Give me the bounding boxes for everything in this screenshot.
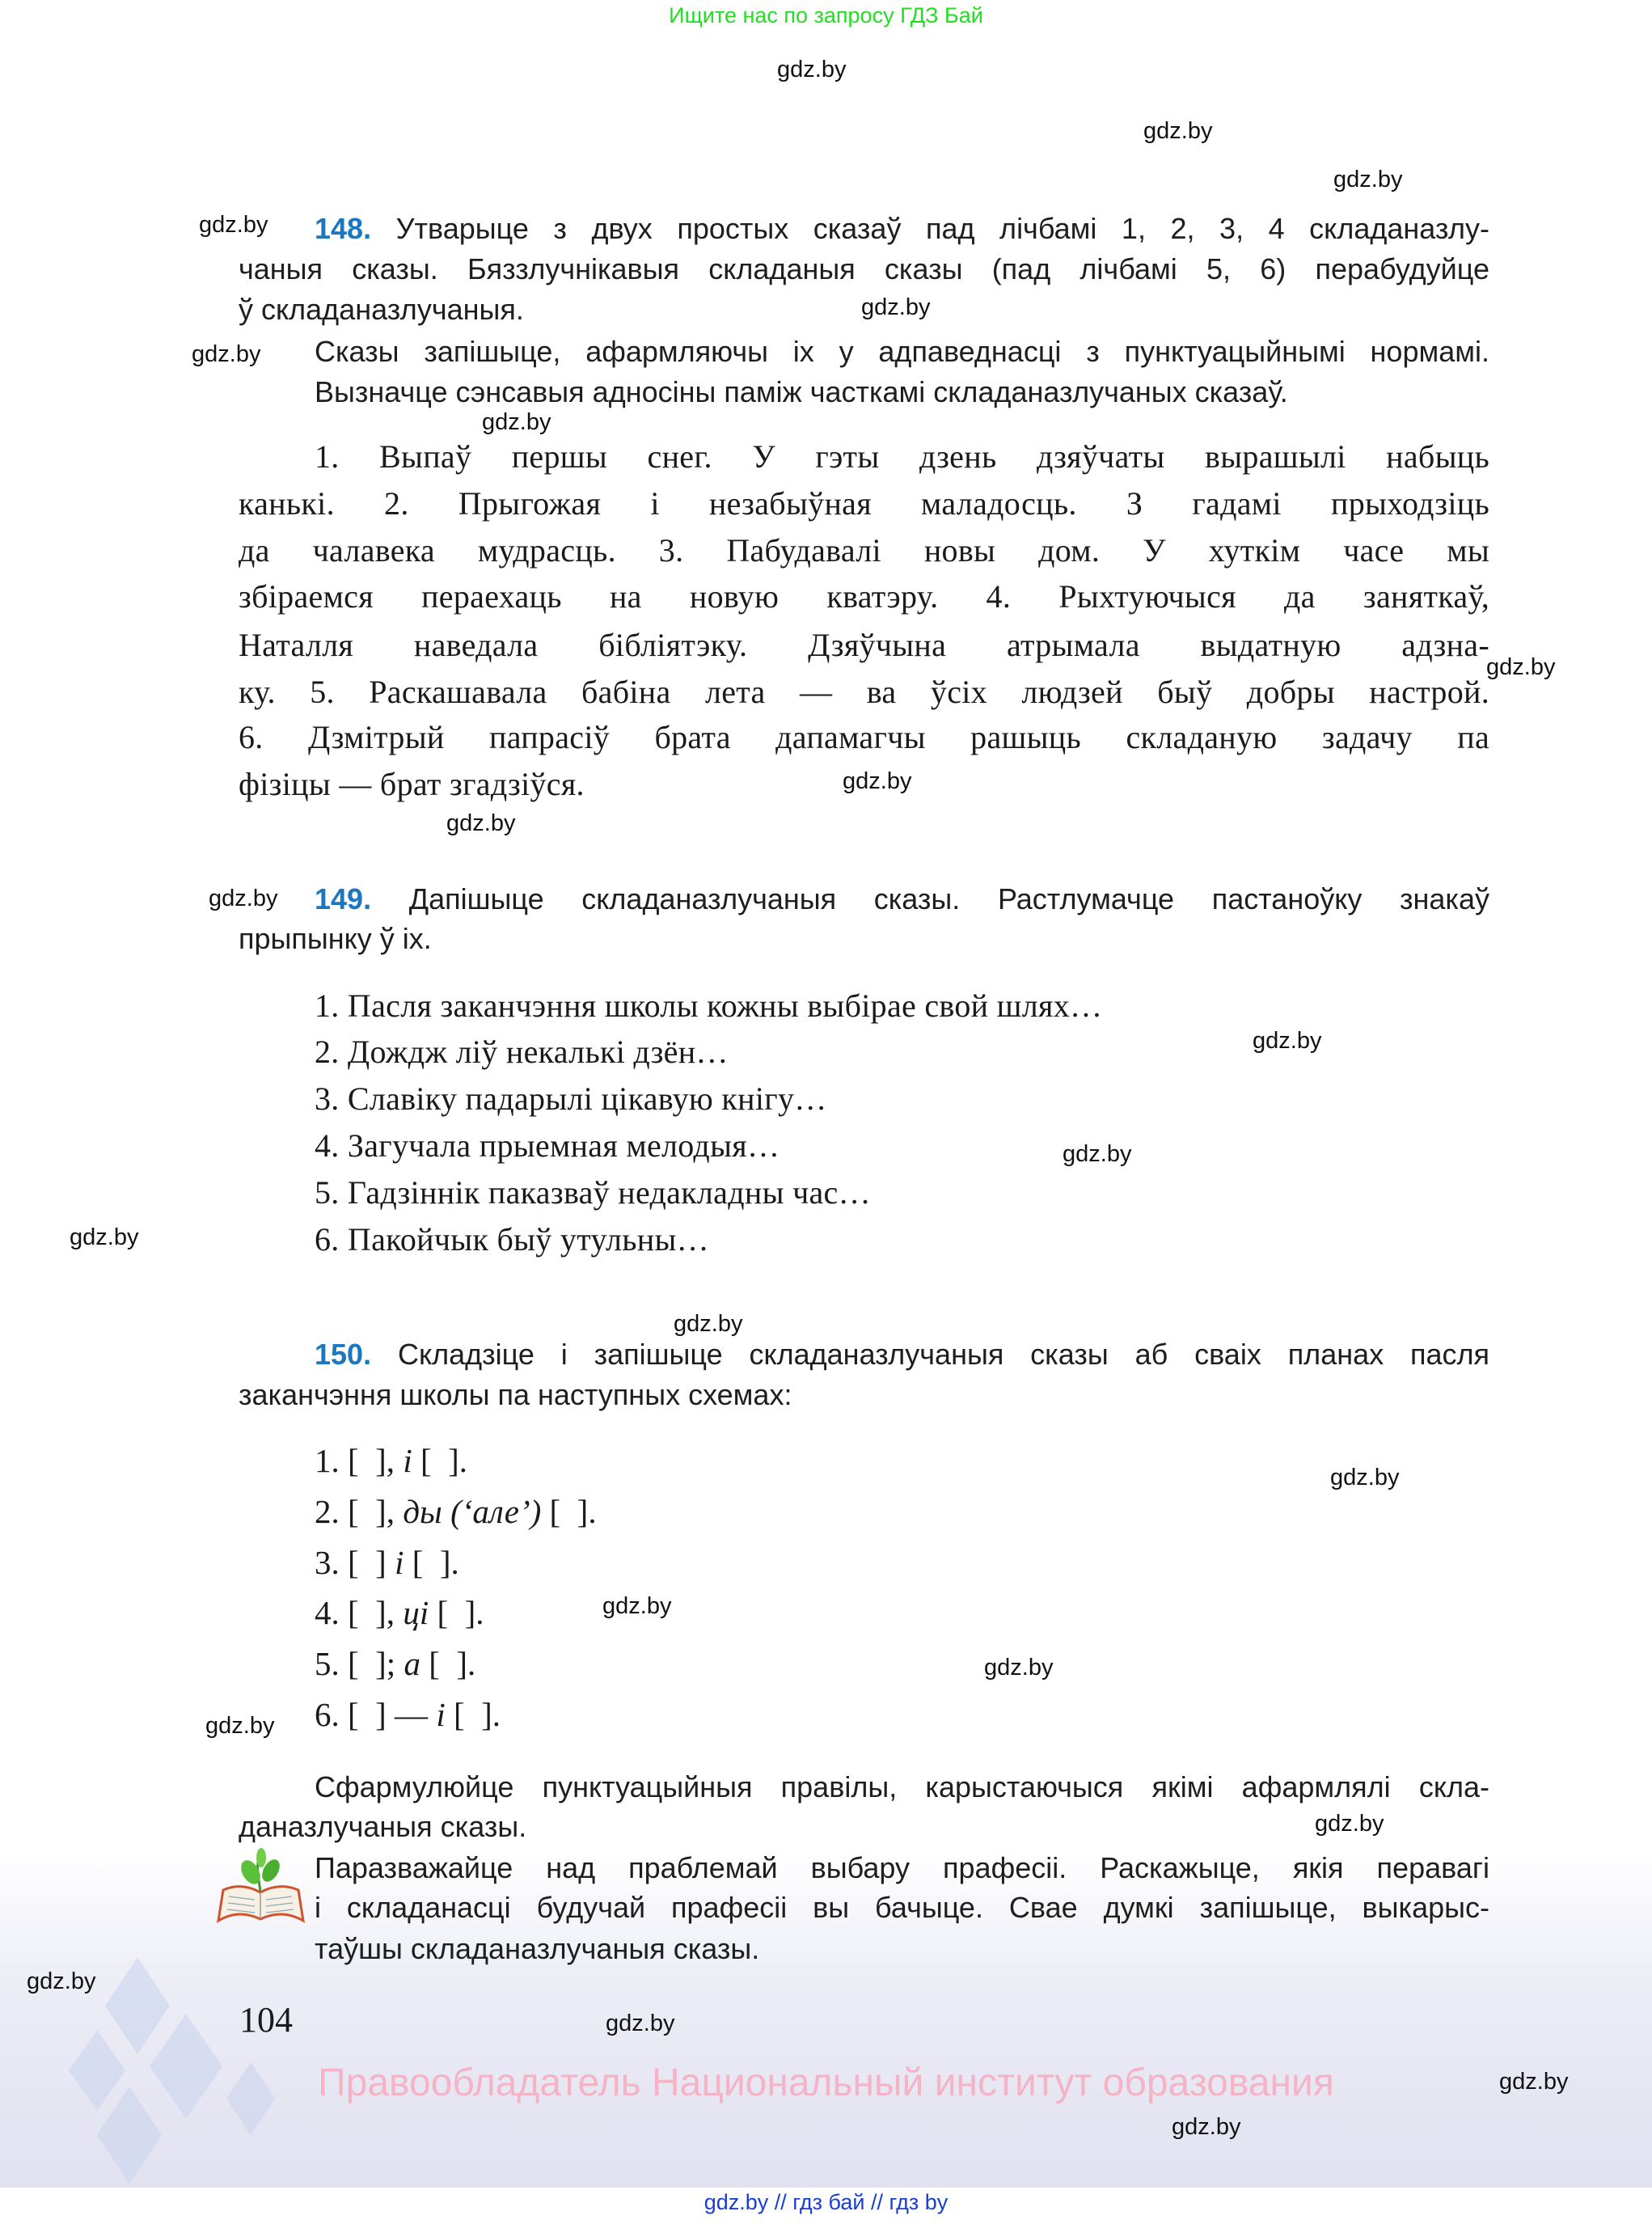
watermark-text: gdz.by [843, 768, 912, 794]
scheme-conjunction: і [403, 1442, 412, 1479]
watermark-text: gdz.by [1143, 118, 1213, 144]
watermark-text: gdz.by [27, 1968, 96, 1994]
watermark-text: gdz.by [1330, 1465, 1400, 1490]
scheme-conjunction: ці [403, 1594, 429, 1631]
watermark-text: gdz.by [1333, 167, 1403, 192]
example-sentence-line: ку. 5. Раскашавала бабіна лета — ва ўсіх людзей быў добры настрой. [239, 674, 1489, 710]
watermark-text: gdz.by [777, 57, 847, 82]
page-number: 104 [239, 2000, 293, 2040]
scheme-part: 3. [ ] [315, 1544, 395, 1581]
scheme-part: [ ]. [403, 1544, 459, 1581]
search-hint: Ищите нас по запросу ГДЗ Бай [669, 3, 983, 27]
reflection-line: таўшы складаназлучаныя сказы. [315, 1932, 760, 1965]
watermark-text: gdz.by [199, 212, 268, 238]
watermark-text: gdz.by [209, 886, 278, 911]
scheme-part: [ ]. [420, 1645, 476, 1682]
task-148-line [315, 210, 1489, 247]
reflection-line: і складанасці будучай прафесіі вы бачыце. Свае думкі запішыце, выкарыс- [315, 1891, 1489, 1924]
sentence-scheme [315, 1644, 475, 1683]
task-text: Утварыце з двух простых сказаў пад лічбамі 1, 2, 3, 4 складаназлу- [395, 212, 1489, 245]
sentence-scheme [315, 1593, 484, 1632]
incomplete-sentence-item: 1. Пасля заканчэння школы кожны выбірае свой шлях… [315, 987, 1103, 1024]
rights-holder-notice: Правообладатель Национальный институт образования [318, 2061, 1334, 2104]
instruction-line: Вызначце сэнсавыя адносіны паміж часткамі складаназлучаных сказаў. [315, 375, 1288, 408]
task-number: 148. [315, 212, 372, 245]
watermark-text: gdz.by [602, 1593, 672, 1619]
scheme-part: 2. [ ], [315, 1493, 403, 1530]
sentence-scheme [315, 1695, 501, 1734]
incomplete-sentence-item: 6. Пакойчык быў утульны… [315, 1221, 709, 1258]
task-text: Складзіце і запішыце складаназлучаныя сказы аб сваіх планах пасля [397, 1338, 1489, 1371]
scheme-part: 1. [ ], [315, 1442, 403, 1479]
footer-links[interactable]: gdz.by // гдз бай // гдз by [703, 2190, 949, 2214]
scheme-part: [ ]. [445, 1696, 501, 1733]
watermark-text: gdz.by [1499, 2069, 1569, 2095]
task-number: 150. [315, 1338, 372, 1371]
scheme-part: [ ]. [429, 1594, 484, 1631]
instruction-line: Сказы запішыце, афармляючы іх у адпаведнасці з пунктуацыйнымі нормамі. [315, 335, 1489, 368]
task-number: 149. [315, 882, 372, 915]
sentence-scheme [315, 1543, 459, 1582]
task-148-line: ў складаназлучаныя. [239, 293, 524, 326]
rule-line: даназлучаныя сказы. [239, 1810, 527, 1843]
scheme-conjunction: ды (‘але’) [403, 1493, 542, 1530]
example-sentence-line: збіраемся пераехаць на новую кватэру. 4. Рыхтуючыся да заняткаў, [239, 578, 1489, 615]
watermark-text: gdz.by [1315, 1811, 1384, 1837]
example-sentence-line: да чалавека мудрасць. 3. Пабудавалі новы дом. У хуткім часе мы [239, 532, 1489, 569]
task-149-line: прыпынку ў іх. [239, 922, 432, 955]
scheme-part: 4. [ ], [315, 1594, 403, 1631]
sentence-scheme [315, 1492, 597, 1531]
task-text: Дапішыце складаназлучаныя сказы. Растлумачце пастаноўку знакаў [408, 882, 1489, 915]
scheme-conjunction: і [436, 1696, 446, 1733]
incomplete-sentence-item: 2. Дождж ліў некалькі дзён… [315, 1034, 729, 1070]
watermark-text: gdz.by [482, 409, 551, 435]
task-148-line: чаныя сказы. Бяззлучнікавыя складаныя сказы (пад лічбамі 5, 6) перабудуйце [239, 252, 1489, 285]
example-sentence-line: канькі. 2. Прыгожая і незабыўная маладосць. З гадамі прыходзіць [239, 485, 1489, 522]
example-sentence-line: 6. Дзмітрый папрасіў брата дапамагчы рашыць складаную задачу па [239, 719, 1489, 755]
watermark-text: gdz.by [1253, 1028, 1322, 1054]
watermark-text: gdz.by [446, 810, 516, 836]
watermark-text: gdz.by [1063, 1141, 1132, 1167]
incomplete-sentence-item: 4. Загучала прыемная мелодыя… [315, 1127, 780, 1164]
watermark-text: gdz.by [984, 1655, 1054, 1681]
example-sentence-line: фізіцы — брат згадзіўся. [239, 766, 585, 802]
watermark-text: gdz.by [1172, 2114, 1241, 2140]
sentence-scheme [315, 1441, 467, 1480]
incomplete-sentence-item: 3. Славіку падарылі цікавую кнігу… [315, 1080, 827, 1117]
incomplete-sentence-item: 5. Гадзіннік паказваў недакладны час… [315, 1174, 871, 1211]
watermark-text: gdz.by [192, 341, 261, 367]
scheme-part: 5. [ ]; [315, 1645, 404, 1682]
watermark-text: gdz.by [606, 2010, 675, 2036]
reflection-line: Паразважайце над праблемай выбару прафесіі. Раскажыце, якія перавагі [315, 1851, 1489, 1884]
scheme-conjunction: а [403, 1645, 420, 1682]
rule-line: Сфармулюйце пунктуацыйныя правілы, карыстаючыся якімі афармлялі скла- [315, 1770, 1489, 1803]
book-sprout-icon [214, 1848, 307, 1929]
task-150-line: заканчэння школы па наступных схемах: [239, 1378, 792, 1411]
scheme-part: [ ]. [541, 1493, 597, 1530]
example-sentence-line: 1. Выпаў першы снег. У гэты дзень дзяўчаты вырашылі набыць [315, 438, 1489, 475]
task-149-line [315, 881, 1489, 918]
scheme-part: 6. [ ] — [315, 1696, 437, 1733]
example-sentence-line: Наталля наведала бібліятэку. Дзяўчына атрымала выдатную адзна- [239, 627, 1489, 663]
watermark-text: gdz.by [70, 1224, 139, 1250]
watermark-text: gdz.by [861, 294, 931, 320]
watermark-text: gdz.by [205, 1713, 275, 1739]
scheme-conjunction: і [395, 1544, 404, 1581]
scheme-part: [ ]. [412, 1442, 468, 1479]
watermark-text: gdz.by [674, 1311, 743, 1337]
task-150-line [315, 1336, 1489, 1373]
watermark-text: gdz.by [1486, 654, 1556, 680]
